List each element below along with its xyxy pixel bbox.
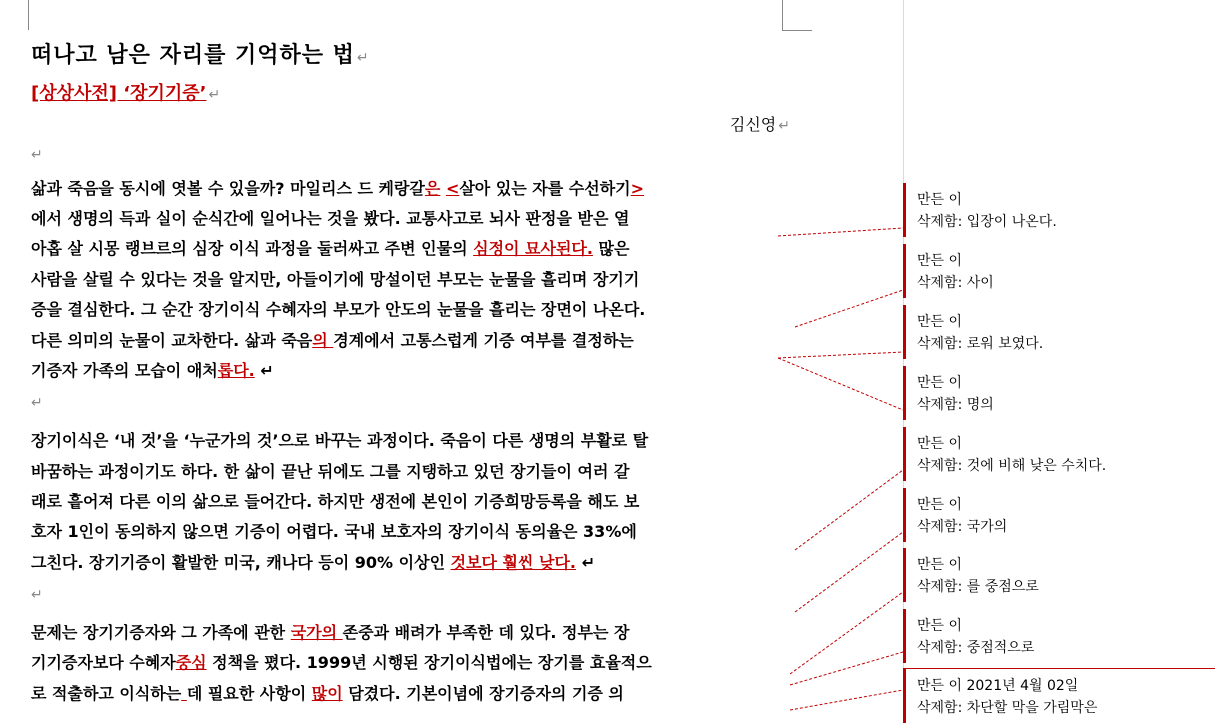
inserted-text: 많이 [311,684,343,703]
deletion-balloon[interactable] [903,609,1215,663]
text-run: 존중과 배려가 부족한 데 있다. 정부는 장 [342,623,630,642]
text-run: 사람을 살릴 수 있다는 것을 알지만, 아들이기에 망설이던 부모는 눈물을 흘리며 장기기 [31,270,640,289]
balloon-author: 만든 이 [917,192,963,208]
body-line[interactable] [31,267,639,290]
text-run: 바꿈하는 과정이기도 하다. 한 삶이 끝난 뒤에도 그를 지탱하고 있던 장기들이 여러 갈 [31,462,630,481]
body-line[interactable] [31,176,644,199]
text-run: 많은 [592,239,630,258]
deletion-balloon[interactable] [903,305,1215,359]
balloon-text: 삭제함: 입장이 나온다. [917,214,1057,230]
body-line[interactable] [31,328,634,351]
text-run: 에서 생명의 득과 실이 순식간에 일어나는 것을 봤다. 교통사고로 뇌사 판정을 받은 열 [31,209,630,228]
text-run: 삶과 죽음을 동시에 엿볼 수 있을까? 마일리스 드 케랑갈 [31,179,425,198]
text-run: 호자 1인이 동의하지 않으면 기증이 어렵다. 국내 보호자의 장기이식 동의율은 33%에 [31,522,637,541]
empty-paragraph: ↵ [31,587,43,603]
text-run: 경계에서 고통스럽게 기증 여부를 결정하는 [333,331,634,350]
body-line[interactable] [31,428,648,451]
author-text: 김신영 [729,115,777,134]
balloon-text: 삭제함: 를 중점으로 [917,579,1039,595]
subtitle-text: [상상사전] ‘장기기증’ [31,83,207,104]
empty-paragraph [31,147,43,163]
balloon-author: 만든 이 [917,497,963,513]
text-run: 기증자 가족의 모습이 애처 [31,361,218,380]
text-run: ↵ [254,361,274,380]
balloon-text: 삭제함: 국가의 [917,519,1008,535]
body-line[interactable] [31,297,645,320]
text-run: 기기증자보다 수혜자 [31,653,176,672]
text-run: 다른 의미의 눈물이 교차한다. 삶과 죽음 [31,331,313,350]
body-line[interactable] [31,206,629,229]
text-run: 래로 흩어져 다른 이의 삶으로 들어간다. 하지만 생전에 본인이 기증희망등록을 해도 보 [31,492,640,511]
text-run: 문제는 장기기증자와 그 가족에 관한 [31,623,291,642]
balloon-bar [903,305,906,359]
body-line[interactable] [31,519,637,542]
balloon-text: 삭제함: 것에 비해 낮은 수치다. [917,458,1107,474]
body-line[interactable] [31,550,595,573]
inserted-text: < [445,179,460,198]
empty-paragraph: ↵ [31,395,43,411]
inserted-text: 은 [424,179,441,198]
balloon-author: 만든 이 [917,314,963,330]
document-subtitle[interactable] [31,79,220,105]
balloon-author: 만든 이 [917,253,963,269]
text-run: 증을 결심한다. 그 순간 장기이식 수혜자의 부모가 안도의 눈물을 흘리는 장면이 나온다. [31,300,646,319]
balloon-text: 삭제함: 로워 보였다. [917,336,1044,352]
inserted-text: 중심 [175,653,207,672]
deletion-balloon[interactable] [903,183,1215,237]
title-text: 떠나고 남은 자리를 기억하는 법 [31,43,355,68]
text-run: 로 적출하고 이식하는 [31,684,182,703]
deletion-balloon[interactable] [903,488,1215,542]
body-line[interactable] [31,459,629,482]
body-line[interactable] [31,650,652,673]
text-run: 살아 있는 자를 수선하기 [459,179,631,198]
crop-mark-right-vertical [782,0,783,30]
balloon-bar [903,488,906,542]
balloon-bar [903,427,906,481]
inserted-text: 국가의 [290,623,343,642]
balloon-author: 만든 이 [917,436,963,452]
balloon-author: 만든 이 2021년 4월 02일 [917,678,1079,694]
body-line[interactable] [31,681,624,704]
text-run: 담겼다. 기본이념에 장기증자의 기증 의 [342,684,624,703]
text-run: 정책을 폈다. 1999년 시행된 장기이식법에는 장기를 효율적으 [206,653,652,672]
balloon-text: 삭제함: 사이 [917,275,994,291]
balloon-author: 만든 이 [917,375,963,391]
body-line[interactable] [31,620,629,643]
paragraph-mark: ↵ [208,87,221,103]
inserted-text: 의 [312,331,334,350]
body-line[interactable] [31,358,274,381]
paragraph-mark: ↵ [31,147,43,163]
inserted-text: 심정이 묘사된다. [473,239,593,258]
balloon-text: 삭제함: 중점적으로 [917,640,1035,656]
inserted-text: 롭다. [217,361,255,380]
body-line[interactable] [31,236,629,259]
crop-mark-left [28,0,29,30]
balloon-bar [903,609,906,663]
crop-mark-right-horizontal [782,30,812,31]
paragraph-mark: ↵ [778,118,790,134]
balloon-text: 삭제함: 명의 [917,397,994,413]
text-run: 장기이식은 ‘내 것’을 ‘누군가의 것’으로 바꾸는 과정이다. 죽음이 다른 생명의 부활로 탈 [31,431,649,450]
balloon-bar [903,244,906,298]
balloon-bar [903,183,906,237]
balloon-text: 삭제함: 차단할 막을 가림막은 [917,700,1098,716]
inserted-text: > [630,179,645,198]
text-run: 데 필요한 사항이 [186,684,312,703]
balloon-author: 만든 이 [917,557,963,573]
author-name[interactable] [730,112,790,135]
deletion-balloon[interactable] [903,548,1215,602]
text-run: ↵ [576,553,595,572]
deletion-balloon[interactable] [903,366,1215,420]
balloon-author: 만든 이 [917,618,963,634]
balloon-bar [903,366,906,420]
text-run: 그친다. 장기기증이 활발한 미국, 캐나다 등이 90% 이상인 [31,553,451,572]
document-title[interactable] [31,38,370,69]
inserted-text: 것보다 훨씬 낮다. [450,553,577,572]
balloon-bar [903,548,906,602]
deletion-balloon[interactable] [903,244,1215,298]
body-line[interactable] [31,489,639,512]
paragraph-mark: ↵ [356,50,370,66]
deletion-balloon[interactable] [903,427,1215,481]
text-run: 아홉 살 시몽 랭브르의 심장 이식 과정을 둘러싸고 주변 인물의 [31,239,474,258]
